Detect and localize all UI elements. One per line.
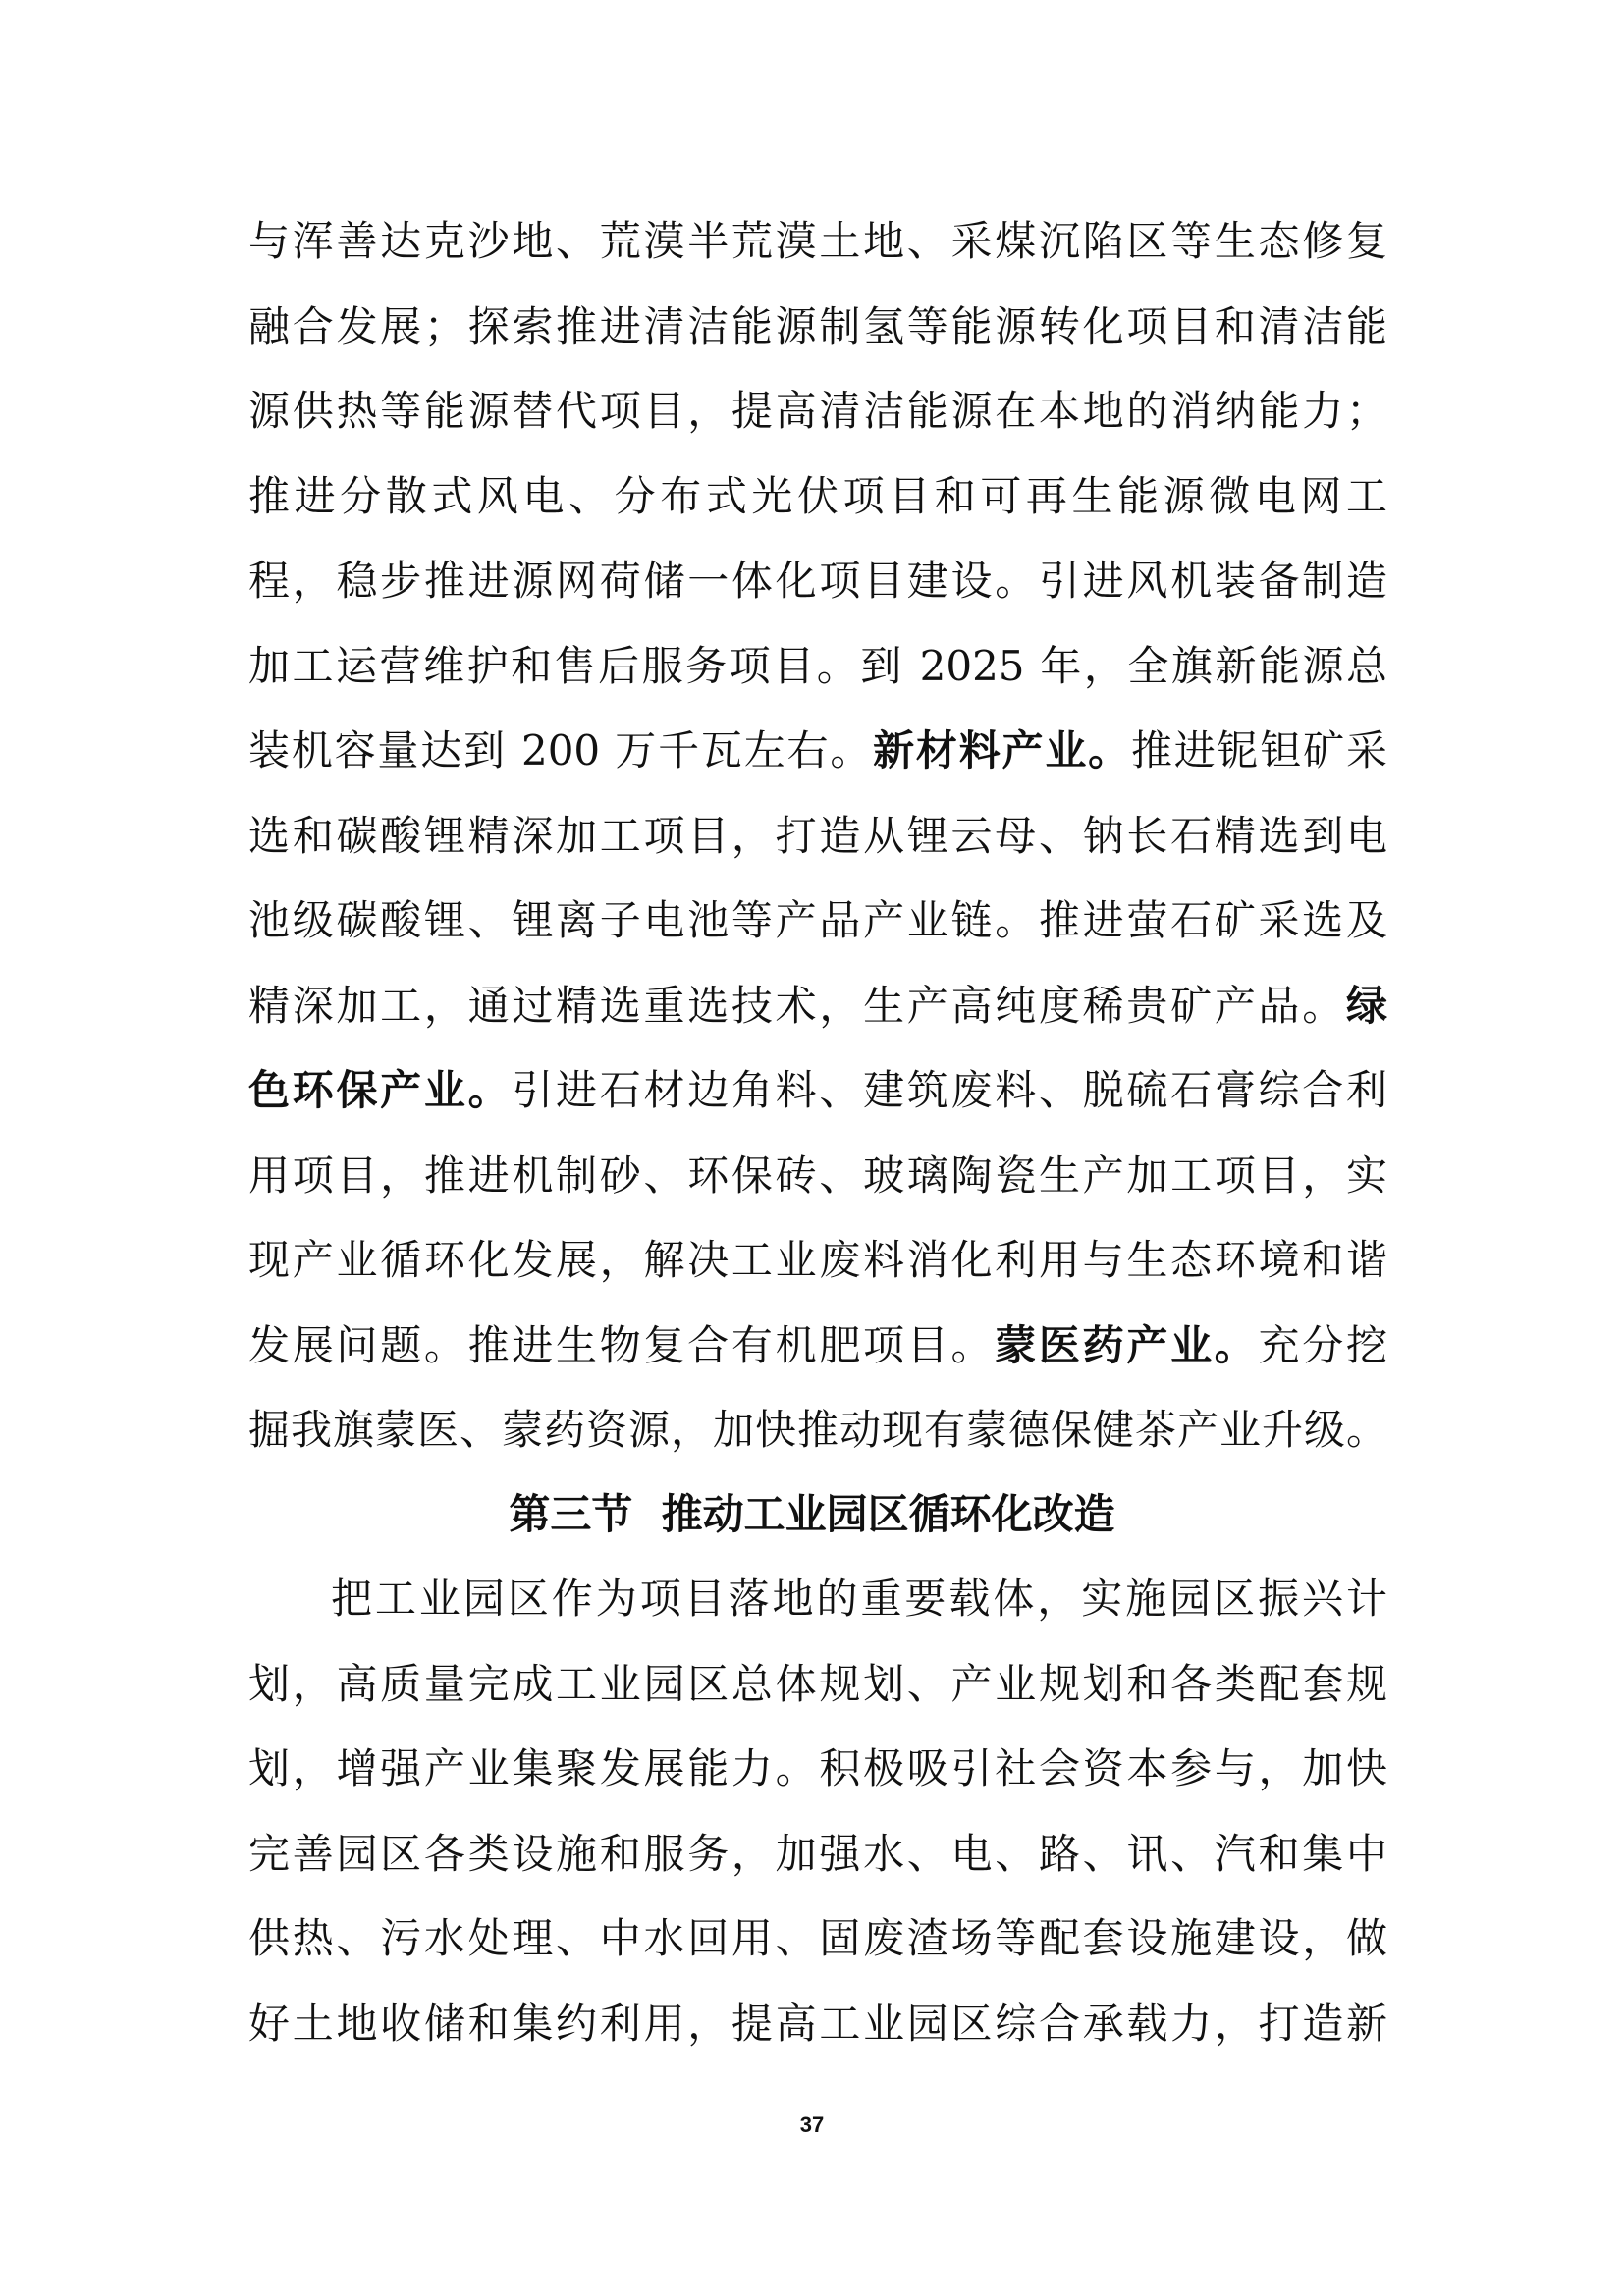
text-line xyxy=(248,977,1387,1036)
bold-keyword-mongolian-medicine: 蒙医药产业。 xyxy=(995,1321,1259,1369)
text-line: 与浑善达克沙地、荒漠半荒漠土地、采煤沉陷区等生态修复 xyxy=(248,217,1387,265)
text-line: 现产业循环化发展，解决工业废料消化利用与生态环境和谐 xyxy=(248,1236,1387,1284)
bold-keyword-green: 绿 xyxy=(1345,982,1387,1030)
text-line xyxy=(248,721,1387,780)
text-line: 把工业园区作为项目落地的重要载体，实施园区振兴计 xyxy=(331,1575,1387,1623)
text-line xyxy=(248,1316,1387,1375)
text-line: 加工运营维护和售后服务项目。到 2025 年，全旗新能源总 xyxy=(248,642,1387,690)
bold-keyword-green-environment: 色环保产业。 xyxy=(248,1066,513,1114)
text-run: 装机容量达到 200 万千瓦左右。 xyxy=(248,726,874,774)
text-run: 充分挖 xyxy=(1258,1321,1387,1369)
text-line: 源供热等能源替代项目，提高清洁能源在本地的消纳能力； xyxy=(248,387,1387,435)
bold-keyword-new-materials: 新材料产业。 xyxy=(873,726,1131,774)
text-line: 完善园区各类设施和服务，加强水、电、路、讯、汽和集中 xyxy=(248,1830,1387,1878)
text-line xyxy=(248,1061,1387,1120)
text-line: 划，高质量完成工业园区总体规划、产业规划和各类配套规 xyxy=(248,1660,1387,1708)
text-line: 供热、污水处理、中水回用、固废渣场等配套设施建设，做 xyxy=(248,1914,1387,1962)
text-line: 掘我旗蒙医、蒙药资源，加快推动现有蒙德保健茶产业升级。 xyxy=(248,1406,1387,1454)
text-line: 推进分散式风电、分布式光伏项目和可再生能源微电网工 xyxy=(248,472,1387,520)
text-run: 发展问题。推进生物复合有机肥项目。 xyxy=(248,1321,996,1369)
text-line: 融合发展；探索推进清洁能源制氢等能源转化项目和清洁能 xyxy=(248,302,1387,350)
text-run: 推进铌钽矿采 xyxy=(1130,726,1387,774)
text-line: 池级碳酸锂、锂离子电池等产品产业链。推进萤石矿采选及 xyxy=(248,896,1387,944)
text-run: 精深加工，通过精选重选技术，生产高纯度稀贵矿产品。 xyxy=(248,982,1346,1030)
page-number: 37 xyxy=(799,2112,825,2137)
text-line: 程，稳步推进源网荷储一体化项目建设。引进风机装备制造 xyxy=(248,557,1387,605)
text-line: 好土地收储和集约利用，提高工业园区综合承载力，打造新 xyxy=(248,2000,1387,2048)
text-run: 引进石材边角料、建筑废料、脱硫石膏综合利 xyxy=(512,1066,1387,1114)
text-line: 选和碳酸锂精深加工项目，打造从锂云母、钠长石精选到电 xyxy=(248,812,1387,860)
section-heading: 第三节 推动工业园区循环化改造 xyxy=(509,1490,1115,1538)
text-line: 用项目，推进机制砂、环保砖、玻璃陶瓷生产加工项目，实 xyxy=(248,1151,1387,1200)
text-line: 划，增强产业集聚发展能力。积极吸引社会资本参与，加快 xyxy=(248,1744,1387,1792)
